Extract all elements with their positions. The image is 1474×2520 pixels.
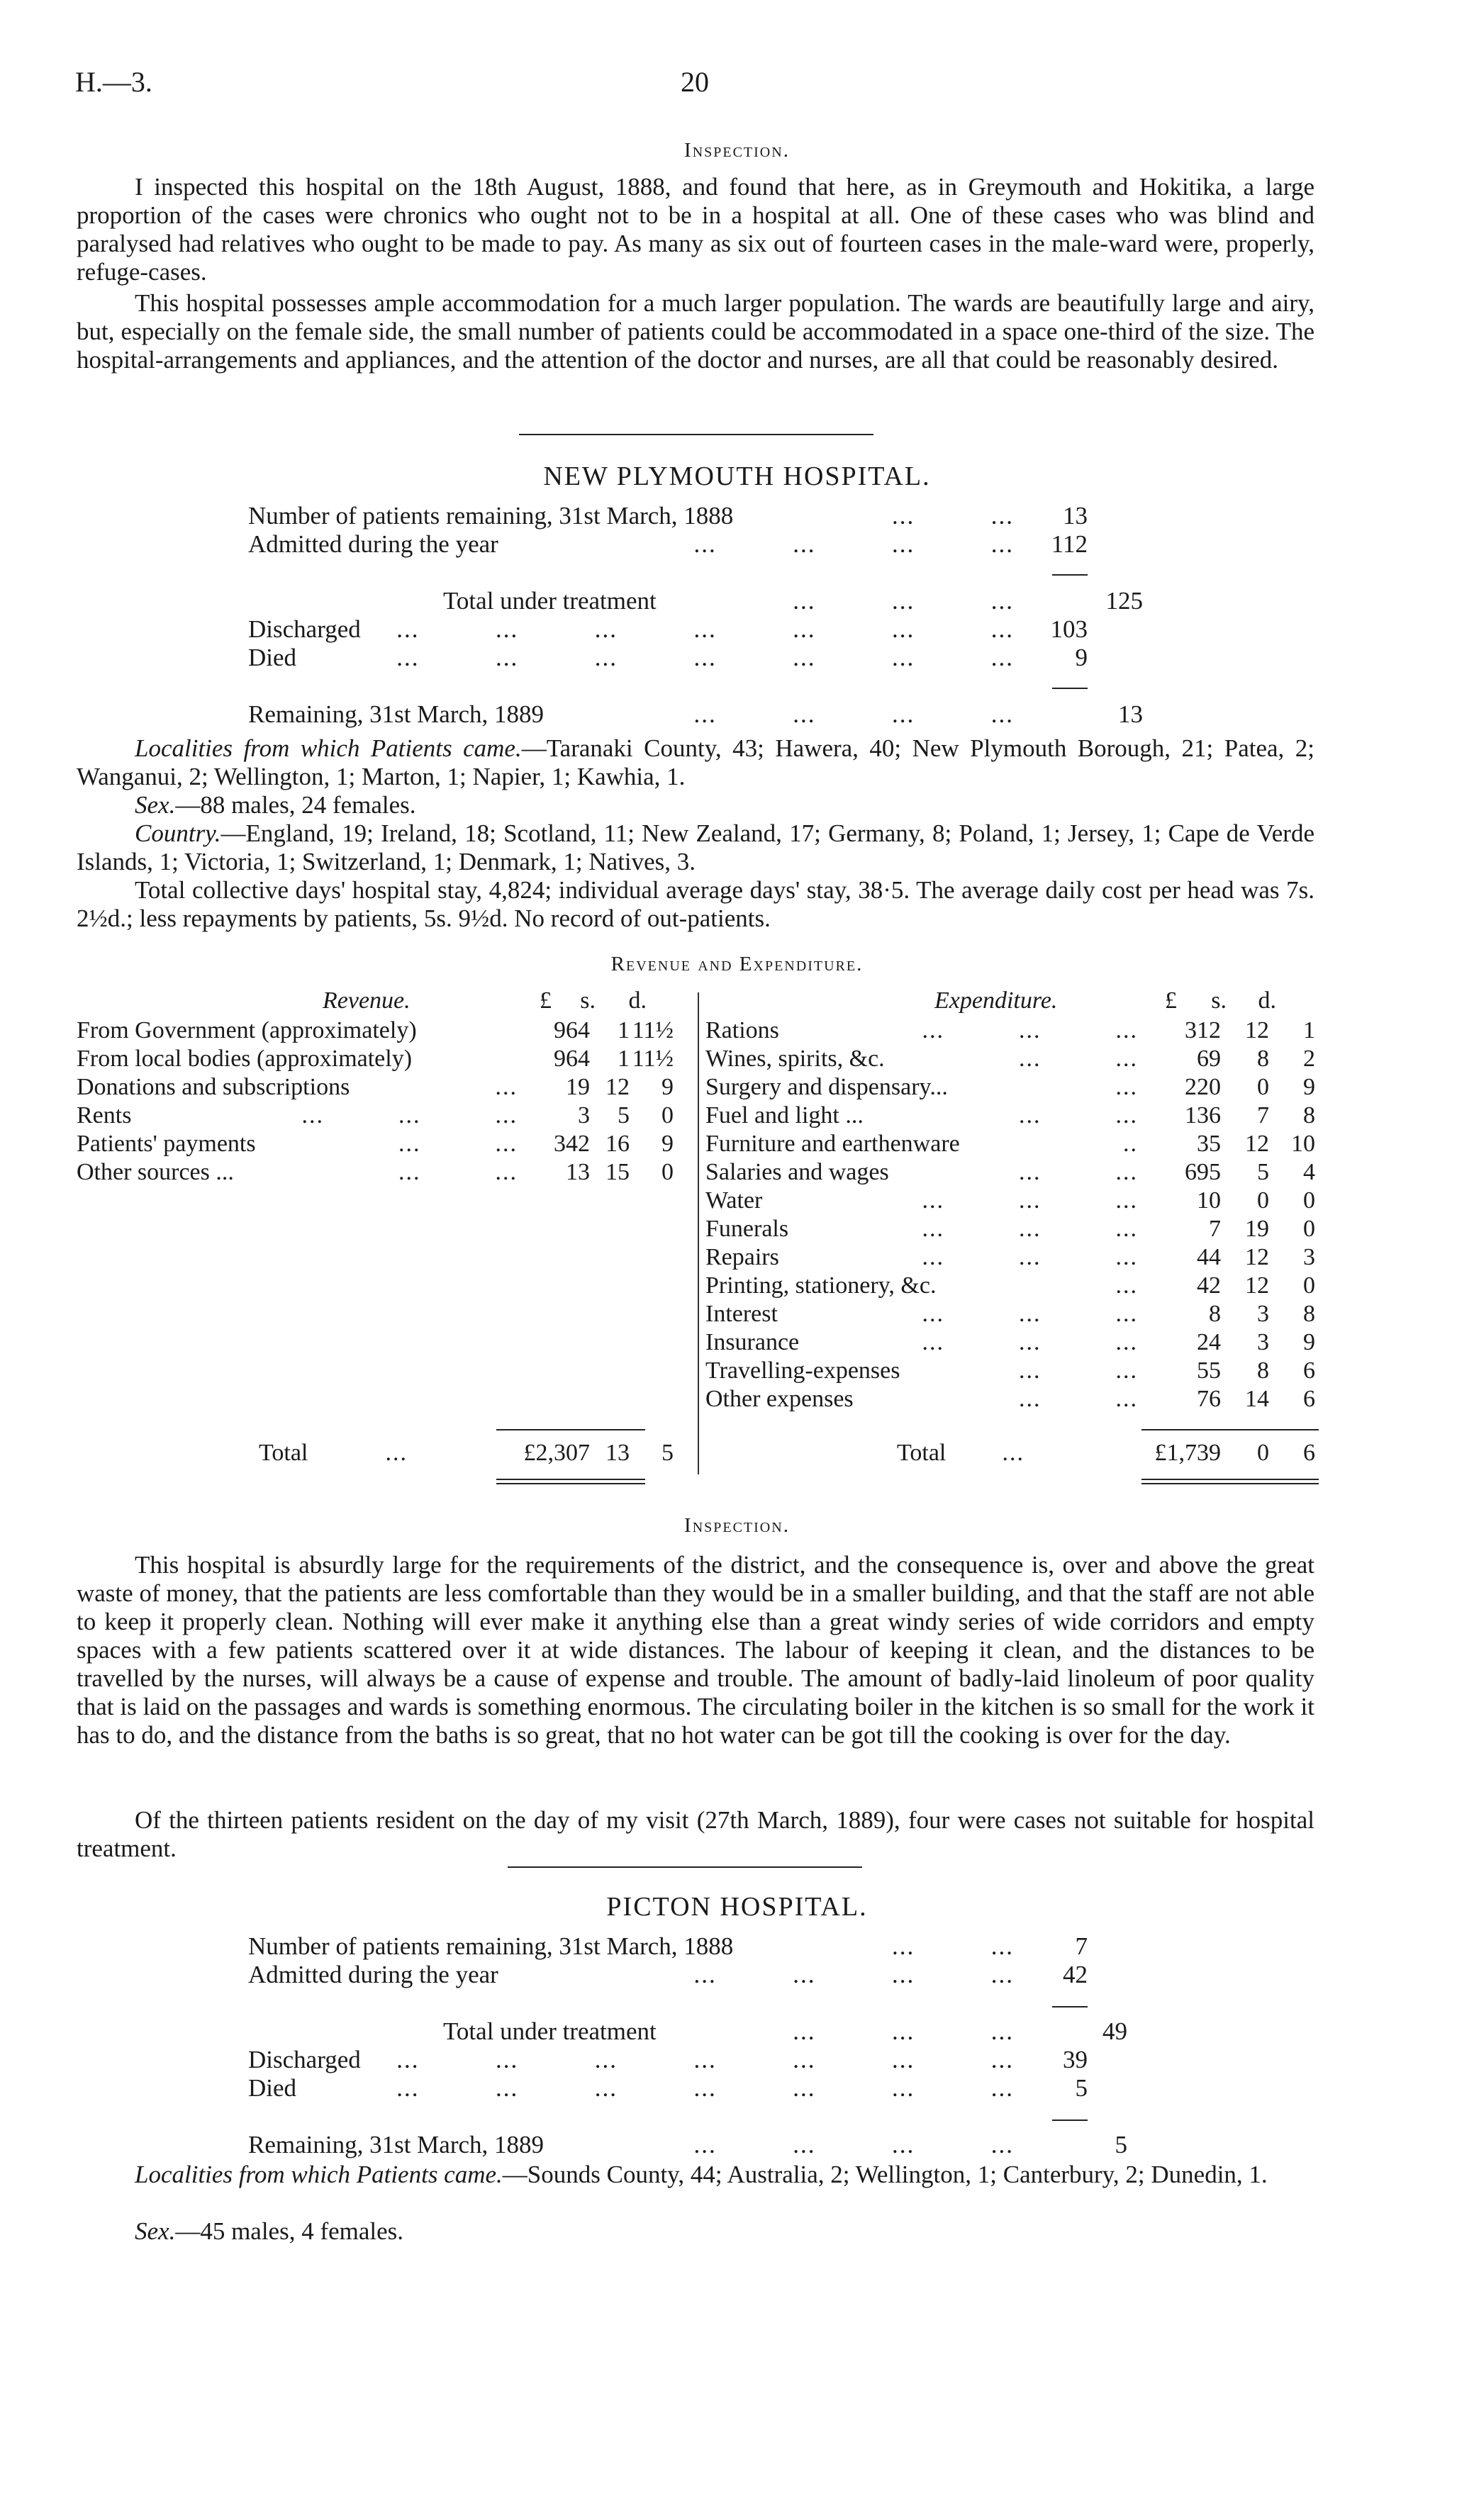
pence-value: 0	[661, 1159, 674, 1185]
table-row	[0, 1385, 1474, 1413]
localities-text: —Sounds County, 44; Australia, 2; Wellington, 1; Canterbury, 2; Dunedin, 1.	[502, 2161, 1268, 2188]
localities-label: Localities from which Patients came.	[135, 2161, 503, 2188]
leader-dots: ... ... ... ... ... ... ...	[396, 644, 1014, 671]
table-row	[0, 1300, 1474, 1328]
pence-value: 5	[661, 1440, 674, 1466]
item-label: Travelling-expenses	[705, 1357, 900, 1384]
pence-value: 2	[1303, 1046, 1315, 1072]
pence-value: 9	[1303, 1074, 1315, 1100]
pounds-value: 342	[554, 1131, 590, 1157]
pence-value: 9	[661, 1074, 674, 1100]
pence-unit: d.	[1258, 987, 1276, 1014]
stat-total: 13	[1118, 700, 1143, 728]
pounds-value: 55	[1197, 1357, 1221, 1384]
stat-total: 5	[1115, 2131, 1127, 2158]
total-double-rule	[1141, 1483, 1319, 1484]
picton-localities	[77, 2161, 1314, 2189]
table-row	[0, 1073, 1474, 1102]
sum-rule	[1052, 688, 1088, 689]
shillings-value: 15	[605, 1159, 630, 1185]
leader-dots: ... ... ...	[793, 587, 1014, 615]
pence-value: 0	[1303, 1216, 1315, 1242]
leader-dots: ... ... ... ...	[693, 700, 1014, 728]
item-label: Water	[705, 1187, 763, 1214]
pence-value: 6	[1303, 1357, 1315, 1384]
new-plymouth-country	[77, 819, 1314, 876]
pounds-value: 76	[1197, 1386, 1221, 1412]
table-row	[0, 1102, 1474, 1130]
leader-dots: ... ... ...	[922, 1187, 1138, 1214]
table-row	[0, 1215, 1474, 1243]
pence-value: 8	[1303, 1102, 1315, 1129]
stat-label: Total under treatment	[443, 587, 657, 615]
shillings-value: 12	[1245, 1272, 1269, 1299]
stat-label: Number of patients remaining, 31st March, 1888	[248, 1932, 734, 1960]
leader-dots: ... ... ...	[922, 1301, 1138, 1327]
item-label: Surgery and dispensary...	[705, 1074, 948, 1100]
shillings-value: 14	[1245, 1386, 1269, 1412]
leader-dots: ... ...	[1019, 1357, 1138, 1384]
pounds-value: 964	[554, 1017, 590, 1043]
shillings-unit: s.	[1211, 987, 1227, 1014]
shillings-value: 0	[1257, 1440, 1269, 1466]
inspection-heading: Inspection.	[684, 139, 790, 162]
inspection-heading: Inspection.	[684, 1514, 790, 1537]
pounds-value: 10	[1197, 1187, 1221, 1214]
item-label: Rations	[705, 1017, 779, 1043]
leader-dots: ... ... ...	[793, 2017, 1014, 2045]
sex-label: Sex.	[135, 2217, 176, 2245]
pence-value: 6	[1303, 1440, 1315, 1466]
table-row	[0, 1357, 1474, 1385]
pence-value: 6	[1303, 1386, 1315, 1412]
stat-label: Died	[248, 644, 297, 671]
leader-dots: ... ... ...	[301, 1102, 518, 1129]
item-label: Funerals	[705, 1216, 789, 1242]
stat-total: 125	[1105, 587, 1143, 615]
page-number: 20	[681, 66, 709, 98]
total-double-rule	[1141, 1479, 1319, 1480]
leader-dots: ... ... ...	[922, 1216, 1138, 1242]
table-row	[0, 1328, 1474, 1357]
stat-label: Remaining, 31st March, 1889	[248, 700, 545, 728]
stat-value: 112	[1051, 530, 1088, 558]
pounds-value: 7	[1209, 1216, 1221, 1242]
country-label: Country.	[135, 819, 221, 847]
item-label: Other sources ...	[77, 1159, 234, 1185]
pence-value: 0	[661, 1102, 674, 1129]
inspection-paragraph: I inspected this hospital on the 18th August, 1888, and found that here, as in Greymouth and Hokitika, a large proportion of the cases were chronics who ought not to be in a hospital at all. One of these cases who was blind and paralysed had relatives who ought to be made to pay. As many as six out of fourteen cases in the male-ward were, properly, refuge-cases.	[77, 173, 1314, 286]
leader-dots: ... ... ... ... ... ... ...	[396, 2074, 1014, 2102]
pounds-value: £2,307	[523, 1440, 590, 1466]
stat-label: Total under treatment	[443, 2017, 657, 2045]
localities-label: Localities from which Patients came.	[135, 734, 522, 762]
shillings-value: 8	[1257, 1357, 1269, 1384]
pence-value: 1	[1303, 1017, 1315, 1043]
shillings-value: 3	[1257, 1329, 1269, 1355]
item-label: Interest	[705, 1301, 778, 1327]
sum-rule	[1052, 2119, 1088, 2121]
shillings-value: 12	[1245, 1017, 1269, 1043]
leader-dots: ...	[1002, 1440, 1024, 1466]
pounds-unit: £	[540, 987, 552, 1014]
leader-dots: ... ... ... ...	[693, 1961, 1014, 1988]
pounds-value: 44	[1197, 1244, 1221, 1270]
finance-heading: Revenue and Expenditure.	[610, 953, 864, 975]
stat-label: Admitted during the year	[248, 530, 498, 558]
shillings-value: 13	[605, 1440, 630, 1466]
shillings-value: 1	[618, 1046, 630, 1072]
table-row	[0, 1272, 1474, 1300]
localities-text: —Taranaki County, 43; Hawera, 40; New Plymouth Borough, 21; Patea, 2; Wanganui, 2; Wellington, 1; Marton, 1; Napier, 1; Kawhia, 1.	[77, 734, 1314, 790]
sum-rule	[1052, 2006, 1088, 2007]
pounds-unit: £	[1165, 987, 1177, 1014]
sex-label: Sex.	[135, 791, 176, 819]
item-label: Fuel and light ...	[705, 1102, 864, 1129]
item-label: Total	[897, 1440, 947, 1466]
new-plymouth-stay: Total collective days' hospital stay, 4,824; individual average days' stay, 38·5. The average daily cost per head was 7s. 2½d.; less repayments by patients, 5s. 9½d. No record of out-patients.	[77, 876, 1314, 932]
shillings-unit: s.	[580, 987, 596, 1014]
section-divider	[519, 434, 873, 435]
item-label: Salaries and wages	[705, 1159, 889, 1185]
pounds-value: 220	[1185, 1074, 1221, 1100]
leader-dots: ... ... ... ... ... ... ...	[396, 615, 1014, 643]
pence-unit: d.	[628, 987, 647, 1014]
stat-value: 42	[1063, 1961, 1088, 1988]
total-rule	[1141, 1429, 1319, 1430]
total-double-rule	[496, 1479, 645, 1480]
pence-value: 3	[1303, 1244, 1315, 1270]
document-code: H.—3.	[75, 66, 152, 98]
shillings-value: 5	[618, 1102, 630, 1129]
stat-label: Discharged	[248, 2046, 361, 2073]
table-row	[0, 1187, 1474, 1215]
leader-dots: ... ...	[892, 502, 1014, 530]
leader-dots: ... ... ...	[922, 1244, 1138, 1270]
new-plymouth-title: NEW PLYMOUTH HOSPITAL.	[543, 461, 931, 491]
leader-dots: ...	[385, 1440, 408, 1466]
item-label: Wines, spirits, &c.	[705, 1046, 885, 1072]
item-label: From Government (approximately)	[77, 1017, 417, 1043]
stat-label: Number of patients remaining, 31st March, 1888	[248, 502, 734, 530]
item-label: Donations and subscriptions	[77, 1074, 350, 1100]
pence-value: 10	[1291, 1131, 1315, 1157]
leader-dots: ...	[1115, 1074, 1138, 1100]
leader-dots: ... ... ... ...	[693, 530, 1014, 558]
pounds-value: 964	[554, 1046, 590, 1072]
shillings-value: 1	[618, 1017, 630, 1043]
pounds-value: 3	[578, 1102, 590, 1129]
total-rule	[496, 1429, 645, 1430]
stat-label: Admitted during the year	[248, 1961, 498, 1988]
leader-dots: ... ...	[398, 1131, 518, 1157]
item-label: Insurance	[705, 1329, 800, 1355]
inspection-paragraph: This hospital possesses ample accommodation for a much larger population. The wards are beautifully large and airy, but, especially on the female side, the small number of patients could be accommodated in a space one-third of the size. The hospital-arrangements and appliances, and the attention of the doctor and nurses, are all that could be reasonably desired.	[77, 289, 1314, 374]
pounds-value: 695	[1185, 1159, 1221, 1185]
pounds-value: 35	[1197, 1131, 1221, 1157]
pence-value: 9	[1303, 1329, 1315, 1355]
picton-sex	[77, 2217, 1314, 2246]
stat-value: 13	[1063, 502, 1088, 530]
shillings-value: 12	[1245, 1244, 1269, 1270]
shillings-value: 8	[1257, 1046, 1269, 1072]
total-double-rule	[496, 1483, 645, 1484]
leader-dots: ... ... ...	[922, 1017, 1138, 1043]
leader-dots: ... ...	[398, 1159, 518, 1185]
stat-label: Died	[248, 2074, 297, 2102]
shillings-value: 5	[1257, 1159, 1269, 1185]
leader-dots: ... ...	[892, 1932, 1014, 1960]
stat-value: 39	[1063, 2046, 1088, 2073]
stat-label: Discharged	[248, 615, 361, 643]
pounds-value: 24	[1197, 1329, 1221, 1355]
table-row	[0, 1017, 1474, 1045]
section-divider	[508, 1866, 862, 1868]
new-plymouth-sex	[77, 791, 1314, 819]
stat-value: 7	[1075, 1932, 1088, 1960]
pounds-value: 69	[1197, 1046, 1221, 1072]
pence-value: 4	[1303, 1159, 1315, 1185]
new-plymouth-localities	[77, 734, 1314, 791]
shillings-value: 16	[605, 1131, 630, 1157]
pence-value: 0	[1303, 1272, 1315, 1299]
item-label: Patients' payments	[77, 1131, 256, 1157]
pence-value: 11½	[632, 1046, 674, 1072]
expenditure-heading: Expenditure.	[934, 987, 1058, 1014]
pence-value: 0	[1303, 1187, 1315, 1214]
pounds-value: 312	[1185, 1017, 1221, 1043]
item-label: Other expenses	[705, 1386, 854, 1412]
leader-dots: ...	[1115, 1272, 1138, 1299]
table-total-row	[0, 1439, 1474, 1467]
country-text: —England, 19; Ireland, 18; Scotland, 11; New Zealand, 17; Germany, 8; Poland, 1; Jersey, 1; Cape de Verde Islands, 1; Victoria, 1; Switzerland, 1; Denmark, 1; Natives, 3.	[77, 819, 1314, 875]
pounds-value: 13	[566, 1159, 590, 1185]
stat-value: 9	[1075, 644, 1088, 671]
leader-dots: ... ...	[1019, 1046, 1138, 1072]
inspection-paragraph: Of the thirteen patients resident on the day of my visit (27th March, 1889), four were cases not suitable for hospital treatment.	[77, 1806, 1314, 1862]
item-label: Repairs	[705, 1244, 779, 1270]
table-row	[0, 1158, 1474, 1187]
stat-total: 49	[1102, 2017, 1127, 2045]
leader-dots: ... ... ... ... ... ... ...	[396, 2046, 1014, 2073]
sum-rule	[1052, 574, 1088, 576]
shillings-value: 12	[1245, 1131, 1269, 1157]
table-row	[0, 1045, 1474, 1073]
pence-value: 9	[661, 1131, 674, 1157]
stat-value: 103	[1050, 615, 1088, 643]
stat-label: Remaining, 31st March, 1889	[248, 2131, 545, 2158]
item-label: From local bodies (approximately)	[77, 1046, 413, 1072]
shillings-value: 3	[1257, 1301, 1269, 1327]
leader-dots: ... ... ...	[922, 1329, 1138, 1355]
picton-title: PICTON HOSPITAL.	[606, 1892, 868, 1922]
stat-value: 5	[1075, 2074, 1088, 2102]
pounds-value: 8	[1209, 1301, 1221, 1327]
shillings-value: 0	[1257, 1187, 1269, 1214]
table-row	[0, 1130, 1474, 1158]
revenue-heading: Revenue.	[323, 987, 411, 1014]
shillings-value: 12	[605, 1074, 630, 1100]
pence-value: 11½	[632, 1017, 674, 1043]
shillings-value: 7	[1257, 1102, 1269, 1129]
item-label: Rents	[77, 1102, 132, 1129]
pounds-value: 42	[1197, 1272, 1221, 1299]
pounds-value: 136	[1185, 1102, 1221, 1129]
pence-value: 8	[1303, 1301, 1315, 1327]
item-label: Printing, stationery, &c.	[705, 1272, 937, 1299]
leader-dots: ... ...	[1019, 1386, 1138, 1412]
sex-text: —88 males, 24 females.	[175, 791, 416, 819]
item-label: Total	[259, 1440, 308, 1466]
pounds-value: 19	[566, 1074, 590, 1100]
leader-dots: ... ...	[1019, 1159, 1138, 1185]
table-row	[0, 1243, 1474, 1272]
leader-dots: ... ... ... ...	[693, 2131, 1014, 2158]
leader-dots: ... ...	[1019, 1102, 1138, 1129]
pounds-value: £1,739	[1154, 1440, 1221, 1466]
item-label: Furniture and earthenware	[705, 1131, 960, 1157]
shillings-value: 19	[1245, 1216, 1269, 1242]
inspection-paragraph: This hospital is absurdly large for the requirements of the district, and the consequence is, over and above the great waste of money, that the patients are less comfortable than they would be in a smaller building, and that the staff are not able to keep it properly clean. Nothing will ever make it anything else than a great windy series of wide corridors and empty spaces with a few patients scattered over it at wide distances. The labour of keeping it clean, and the distances to be travelled by the nurses, will always be a cause of expense and trouble. The amount of badly-laid linoleum of poor quality that is laid on the passages and wards is something enormous. The circulating boiler in the kitchen is so small for the work it has to do, and the distance from the baths is so great, that no hot water can be got till the cooking is over for the day.	[77, 1551, 1314, 1749]
leader-dots: ...	[495, 1074, 518, 1100]
leader-dots: ..	[1123, 1131, 1138, 1157]
sex-text: —45 males, 4 females.	[175, 2217, 404, 2245]
shillings-value: 0	[1257, 1074, 1269, 1100]
